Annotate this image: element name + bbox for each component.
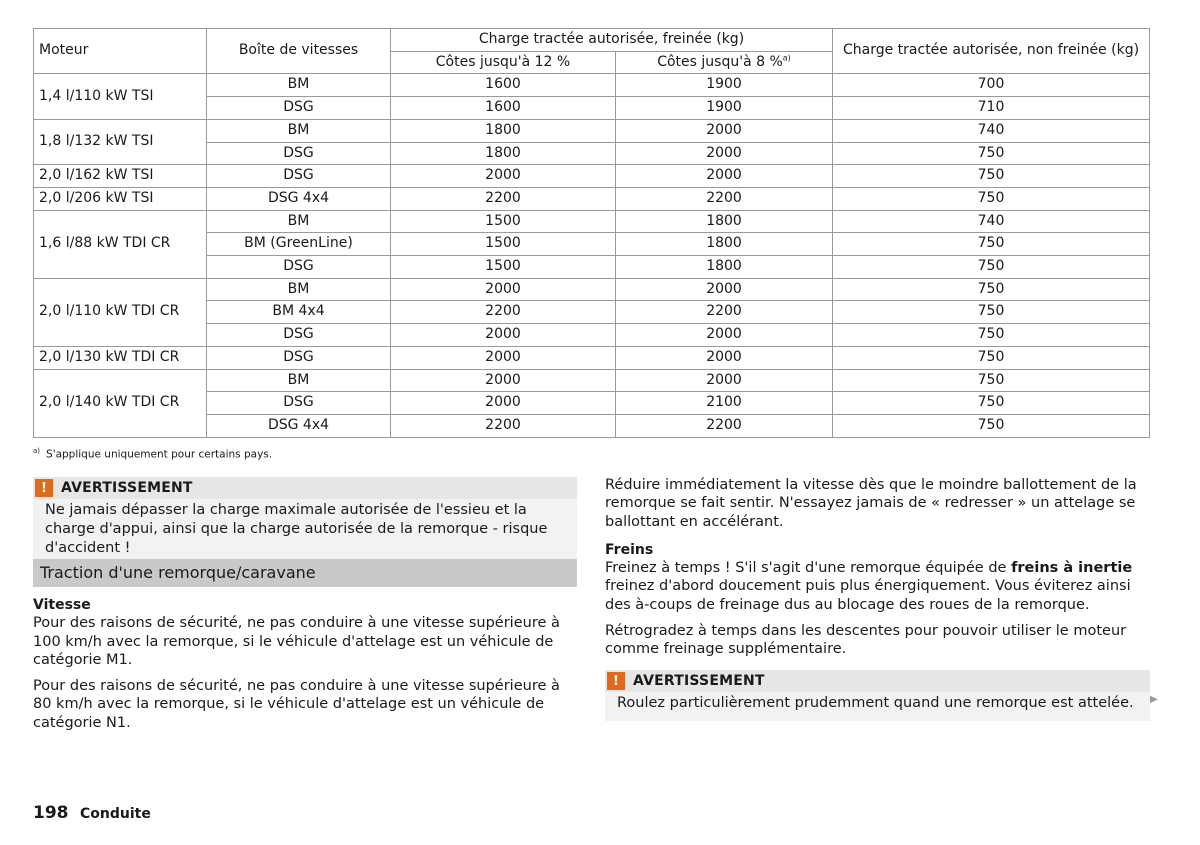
braked-8-cell: 2000 — [616, 119, 833, 142]
gearbox-cell: BM (GreenLine) — [207, 233, 391, 256]
gearbox-cell: DSG — [207, 346, 391, 369]
downshift-paragraph: Rétrogradez à temps dans les descentes pour pouvoir utiliser le moteur comme freinage supplémentaire. — [605, 623, 1127, 658]
warning-text: Ne jamais dépasser la charge maximale autorisée de l'essieu et la charge d'appui, ainsi que la charge autorisée de la remorque - risque d'accident ! — [33, 499, 577, 566]
next-page-arrow-icon: ▶ — [1150, 694, 1158, 705]
gearbox-cell: DSG — [207, 97, 391, 120]
header-engine: Moteur — [34, 29, 207, 74]
brakes-text-after: freinez d'abord doucement puis plus énergiquement. Vous éviterez ainsi des à-coups de freinage dus au blocage des roues de la remorque. — [605, 578, 1131, 613]
unbraked-cell: 710 — [833, 97, 1150, 120]
header-slope-8 — [616, 51, 833, 74]
engine-cell: 2,0 l/140 kW TDI CR — [34, 369, 207, 437]
speed-heading: Vitesse — [33, 597, 91, 613]
braked-8-cell: 2000 — [616, 165, 833, 188]
gearbox-cell: DSG — [207, 256, 391, 279]
braked-8-cell: 1800 — [616, 210, 833, 233]
header-braked-load: Charge tractée autorisée, freinée (kg) — [391, 29, 833, 52]
braked-8-cell: 2000 — [616, 278, 833, 301]
braked-8-cell: 2000 — [616, 346, 833, 369]
braked-12-cell: 1800 — [391, 119, 616, 142]
braked-12-cell: 2200 — [391, 414, 616, 437]
warning-title: AVERTISSEMENT — [633, 673, 765, 689]
warning-box-trailer — [605, 670, 1150, 721]
braked-12-cell: 1800 — [391, 142, 616, 165]
unbraked-cell: 750 — [833, 414, 1150, 437]
warning-header — [33, 477, 577, 499]
speed-section — [33, 596, 577, 732]
braked-12-cell: 2000 — [391, 369, 616, 392]
section-title: Traction d'une remorque/caravane — [33, 559, 577, 587]
braked-12-cell: 2000 — [391, 346, 616, 369]
unbraked-cell: 750 — [833, 369, 1150, 392]
braked-8-cell: 1800 — [616, 233, 833, 256]
gearbox-cell: DSG — [207, 324, 391, 347]
header-gearbox: Boîte de vitesses — [207, 29, 391, 74]
braked-12-cell: 1500 — [391, 233, 616, 256]
gearbox-cell: BM — [207, 278, 391, 301]
brakes-heading: Freins — [605, 541, 654, 558]
page-section: Conduite — [80, 806, 151, 822]
engine-cell: 2,0 l/162 kW TSI — [34, 165, 207, 188]
table-row — [34, 369, 1150, 392]
page-number: 198 — [33, 803, 69, 823]
braked-12-cell: 1600 — [391, 97, 616, 120]
braked-8-cell: 2200 — [616, 301, 833, 324]
unbraked-cell: 750 — [833, 278, 1150, 301]
braked-12-cell: 1500 — [391, 256, 616, 279]
header-slope-8-label: Côtes jusqu'à 8 % — [657, 53, 783, 70]
table-footnote — [33, 447, 272, 461]
engine-cell: 1,6 l/88 kW TDI CR — [34, 210, 207, 278]
unbraked-cell: 740 — [833, 210, 1150, 233]
footnote-marker: a) — [33, 447, 41, 455]
braked-12-cell: 2000 — [391, 324, 616, 347]
braked-12-cell: 2200 — [391, 301, 616, 324]
brakes-text-before: Freinez à temps ! S'il s'agit d'une remorque équipée de — [605, 560, 1012, 577]
braked-12-cell: 2000 — [391, 165, 616, 188]
braked-8-cell: 2100 — [616, 392, 833, 415]
brakes-paragraph — [605, 559, 1150, 614]
unbraked-cell: 750 — [833, 346, 1150, 369]
braked-12-cell: 2000 — [391, 278, 616, 301]
unbraked-cell: 750 — [833, 187, 1150, 210]
unbraked-cell: 750 — [833, 233, 1150, 256]
gearbox-cell: DSG 4x4 — [207, 414, 391, 437]
header-unbraked-load: Charge tractée autorisée, non freinée (kg) — [833, 29, 1150, 74]
right-column — [605, 476, 1150, 659]
braked-12-cell: 2000 — [391, 392, 616, 415]
warning-icon: ! — [35, 479, 53, 497]
gearbox-cell: DSG — [207, 165, 391, 188]
unbraked-cell: 750 — [833, 301, 1150, 324]
warning-title: AVERTISSEMENT — [61, 480, 193, 496]
braked-8-cell: 1900 — [616, 97, 833, 120]
table-row — [34, 346, 1150, 369]
footnote-marker: a) — [782, 53, 791, 63]
unbraked-cell: 740 — [833, 119, 1150, 142]
table-row — [34, 119, 1150, 142]
gearbox-cell: BM 4x4 — [207, 301, 391, 324]
unbraked-cell: 700 — [833, 74, 1150, 97]
unbraked-cell: 750 — [833, 256, 1150, 279]
braked-8-cell: 2000 — [616, 142, 833, 165]
unbraked-cell: 750 — [833, 142, 1150, 165]
braked-8-cell: 2000 — [616, 324, 833, 347]
braked-8-cell: 2200 — [616, 414, 833, 437]
gearbox-cell: DSG — [207, 392, 391, 415]
braked-12-cell: 2200 — [391, 187, 616, 210]
sway-paragraph: Réduire immédiatement la vitesse dès que le moindre ballottement de la remorque se fait sentir. N'essayez jamais de « redresser » un attelage se ballottant en accélérant. — [605, 477, 1137, 530]
warning-header — [605, 670, 1150, 692]
header-slope-12: Côtes jusqu'à 12 % — [391, 51, 616, 74]
warning-icon: ! — [607, 672, 625, 690]
engine-cell: 2,0 l/130 kW TDI CR — [34, 346, 207, 369]
gearbox-cell: BM — [207, 119, 391, 142]
braked-8-cell: 1800 — [616, 256, 833, 279]
unbraked-cell: 750 — [833, 165, 1150, 188]
braked-8-cell: 2200 — [616, 187, 833, 210]
table-row — [34, 187, 1150, 210]
unbraked-cell: 750 — [833, 392, 1150, 415]
warning-text: Roulez particulièrement prudemment quand une remorque est attelée. — [605, 692, 1150, 721]
gearbox-cell: BM — [207, 74, 391, 97]
table-row — [34, 278, 1150, 301]
gearbox-cell: BM — [207, 369, 391, 392]
speed-paragraph-n1: Pour des raisons de sécurité, ne pas conduire à une vitesse supérieure à 80 km/h avec la remorque, si le véhicule d'attelage est un véhicule de catégorie N1. — [33, 678, 560, 731]
braked-8-cell: 1900 — [616, 74, 833, 97]
braked-12-cell: 1600 — [391, 74, 616, 97]
brakes-inertia-bold: freins à inertie — [1011, 560, 1133, 577]
engine-cell: 2,0 l/206 kW TSI — [34, 187, 207, 210]
gearbox-cell: DSG — [207, 142, 391, 165]
engine-cell: 2,0 l/110 kW TDI CR — [34, 278, 207, 346]
gearbox-cell: BM — [207, 210, 391, 233]
table-row — [34, 165, 1150, 188]
engine-cell: 1,8 l/132 kW TSI — [34, 119, 207, 164]
braked-8-cell: 2000 — [616, 369, 833, 392]
engine-cell: 1,4 l/110 kW TSI — [34, 74, 207, 119]
speed-paragraph-m1: Pour des raisons de sécurité, ne pas conduire à une vitesse supérieure à 100 km/h avec la remorque, si le véhicule d'attelage est un véhicule de catégorie M1. — [33, 615, 560, 668]
towing-load-table — [33, 28, 1150, 438]
unbraked-cell: 750 — [833, 324, 1150, 347]
braked-12-cell: 1500 — [391, 210, 616, 233]
gearbox-cell: DSG 4x4 — [207, 187, 391, 210]
footnote-text: S'applique uniquement pour certains pays. — [46, 448, 273, 461]
table-row — [34, 210, 1150, 233]
warning-box-axle — [33, 477, 577, 566]
table-row — [34, 74, 1150, 97]
